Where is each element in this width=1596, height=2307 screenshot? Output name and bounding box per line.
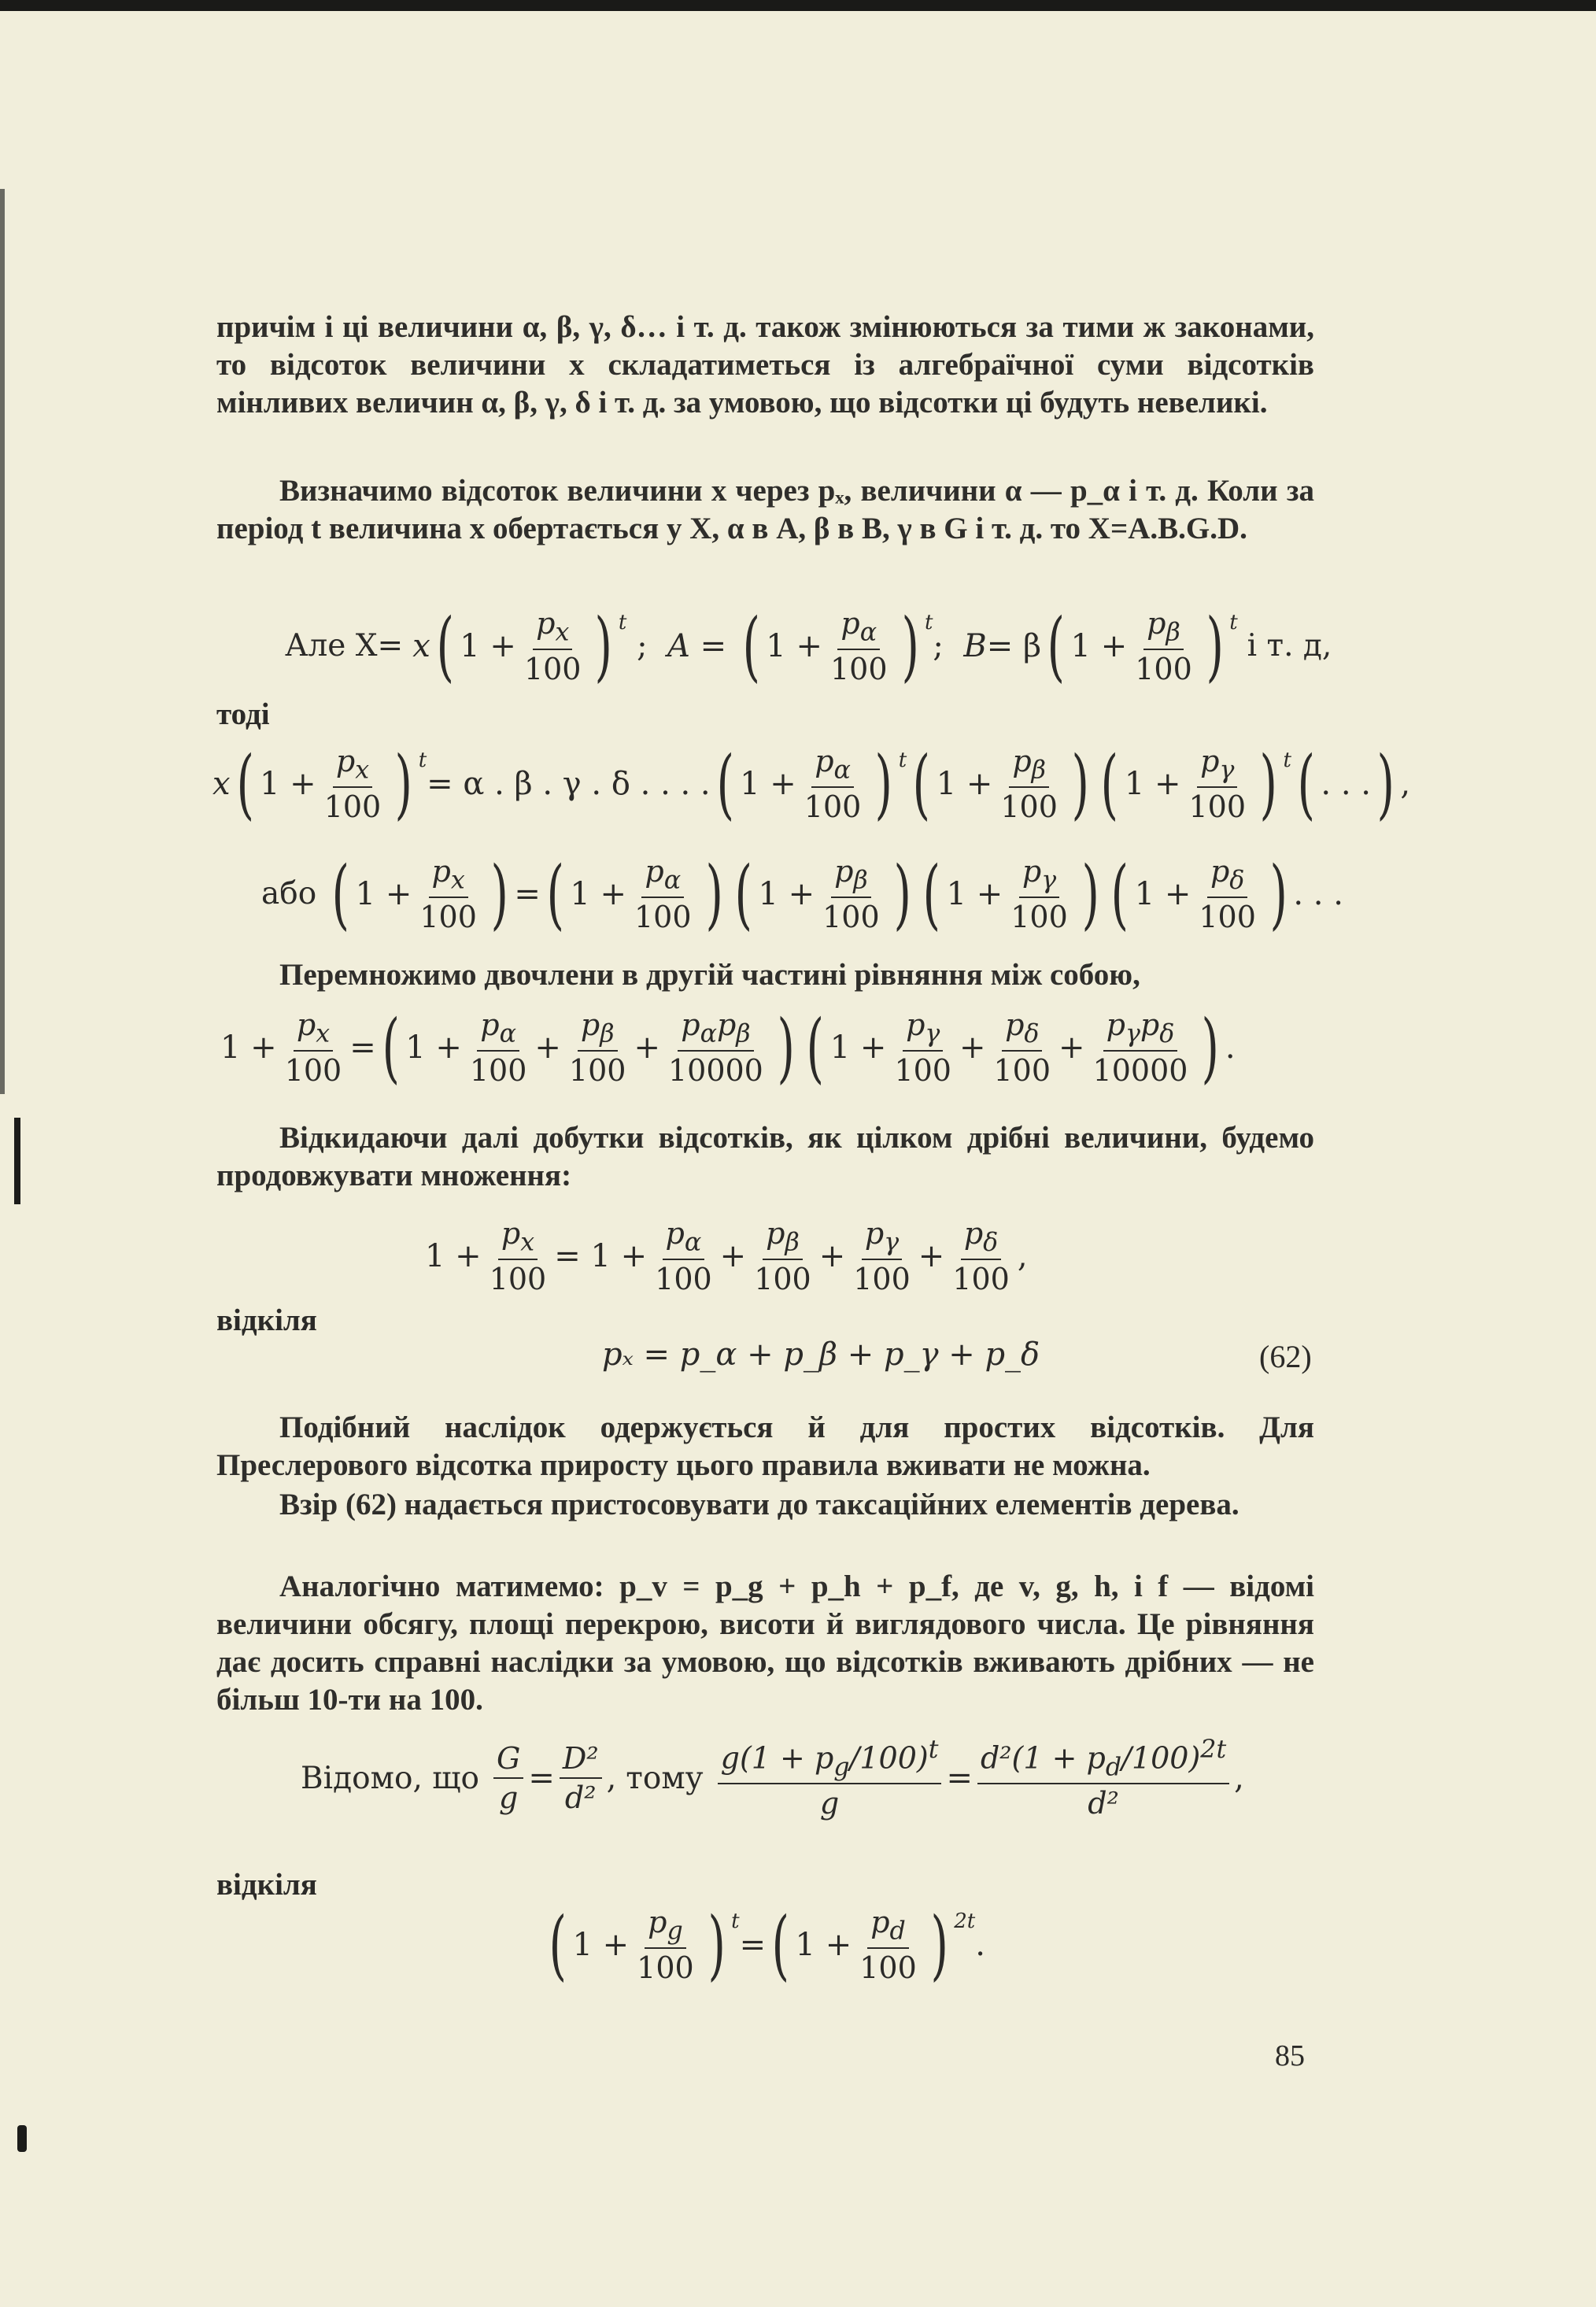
binding-mark [14, 1118, 20, 1204]
equation-abo: або ( 1 + $\frac{p_x}{100}$ ) = ( 1 + $\frac{p_\alpha}{100}$ ) ( 1 + $\frac{p_\beta}{100}$ ) ( 1 + $\frac{p_\gamma}{100}$ ) ( 1 + $\frac{p_\delta}{100}$ ) . . . [261, 849, 1343, 938]
label-ale: Але X= [285, 628, 404, 664]
label-vidkilia-1: відкіля [216, 1303, 317, 1337]
label-vidomo: Відомо, що [301, 1760, 479, 1796]
label-todi: тоді [216, 697, 270, 731]
page-number: 85 [1275, 2039, 1305, 2072]
equation-ale: Але X= x ( 1 + $\frac{p_x}{100}$ ) t ; A = ( 1 + $\frac{p_\alpha}{100}$ ) t ; B = β ( 1 + $\frac{p_\beta}{100}$ ) t і т. д, [285, 601, 1332, 690]
equation-62 [602, 1337, 1040, 1373]
fraction-px: $\frac{p_x}{100}$ [523, 606, 582, 686]
binding-edge [0, 189, 5, 1094]
paragraph-5: Подібний наслідок одержується й для простих відсотків. Для Преслерового відсотка приросту цього правила вживати не можна. [216, 1410, 1314, 1482]
binding-mark-bottom [17, 2125, 27, 2152]
fraction-pbeta: $\frac{p_\beta}{100}$ [1135, 606, 1192, 686]
equation-expanded: 1 + $\frac{p_x}{100}$ = ( 1 + $\frac{p_\alpha}{100}$ + $\frac{p_\beta}{100}$ + $\frac{p_\alpha p_\beta}{10000}$ ) ( 1 + $\frac{p_\gamma}{100}$ + $\frac{p_\delta}{100}$ + $\frac{p_\gamma p_\delta}{10000}$ ) . [220, 1003, 1236, 1092]
label-i-t-d: і т. д, [1247, 628, 1332, 664]
equation-62-text: pₓ = p_α + p_β + p_γ + p_δ [602, 1337, 1040, 1373]
equation-final: ( 1 + $\frac{p_g}{100}$ ) t = ( 1 + $\frac{p_d}{100}$ ) 2t . [549, 1900, 985, 1989]
equation-number-62: (62) [1259, 1339, 1312, 1374]
paragraph-4: Відкидаючи далі добутки відсотків, як цілком дрібні величини, будемо продовжувати множення: [216, 1121, 1314, 1192]
label-tomu: тому [626, 1760, 704, 1796]
equation-linear: 1 + $\frac{p_x}{100}$ = 1 + $\frac{p_\alpha}{100}$ + $\frac{p_\beta}{100}$ + $\frac{p_\gamma}{100}$ + $\frac{p_\delta}{100}$ , [425, 1216, 1028, 1296]
label-vidkilia-2: відкіля [216, 1868, 317, 1902]
paragraph-6: Взір (62) надається пристосовувати до таксаційних елементів дерева. [279, 1488, 1239, 1521]
equation-todi: x ( 1 + $\frac{p_x}{100}$ ) t = α . β . γ . δ . . . . ( 1 + $\frac{p_\alpha}{100}$ ) t ( 1 + $\frac{p_\beta}{100}$ ) ( 1 + $\frac{p_\gamma}{100}$ ) t ( . . . ) , [212, 739, 1411, 828]
paragraph-2: Визначимо відсоток величини x через pₓ, величини α — p_α і т. д. Коли за період t величина x обертається у X, α в A, β в B, γ в G і т. д. то X=A.B.G.D. [216, 474, 1314, 545]
paragraph-7: Аналогічно матимемо: p_v = p_g + p_h + p_f, де v, g, h, і f — відомі величини обсягу, площі перекрою, висоти й виглядового числа. Це рівняння дає досить справні наслідки за умовою, що відсотків вживають дрібних — не більш 10-ти на 100. [216, 1569, 1314, 1717]
scan-top-edge [0, 0, 1596, 11]
paragraph-3: Перемножимо двочлени в другій частині рівняння між собою, [279, 958, 1140, 992]
equation-vidomo: Відомо, що $\frac{G}{g}$ = $\frac{\text{D²}}{\text{d²}}$ , тому $\frac{g(1 + p_g/100)^t}{g}$ = $\frac{d^2(1 + p_d/100)^{2t}}{\text{d²}}$ , [301, 1736, 1244, 1821]
label-abo: або [261, 876, 317, 912]
fraction-palpha: $\frac{p_\alpha}{100}$ [829, 606, 888, 686]
paragraph-1: причім і ці величини α, β, γ, δ… і т. д. також змінюються за тими ж законами, то відсоток величини x складатиметься із алгебраїчної суми відсотків мінливих величин α, β, γ, δ і т. д. за умовою, що відсотки ці будуть невеликі. [216, 310, 1314, 420]
